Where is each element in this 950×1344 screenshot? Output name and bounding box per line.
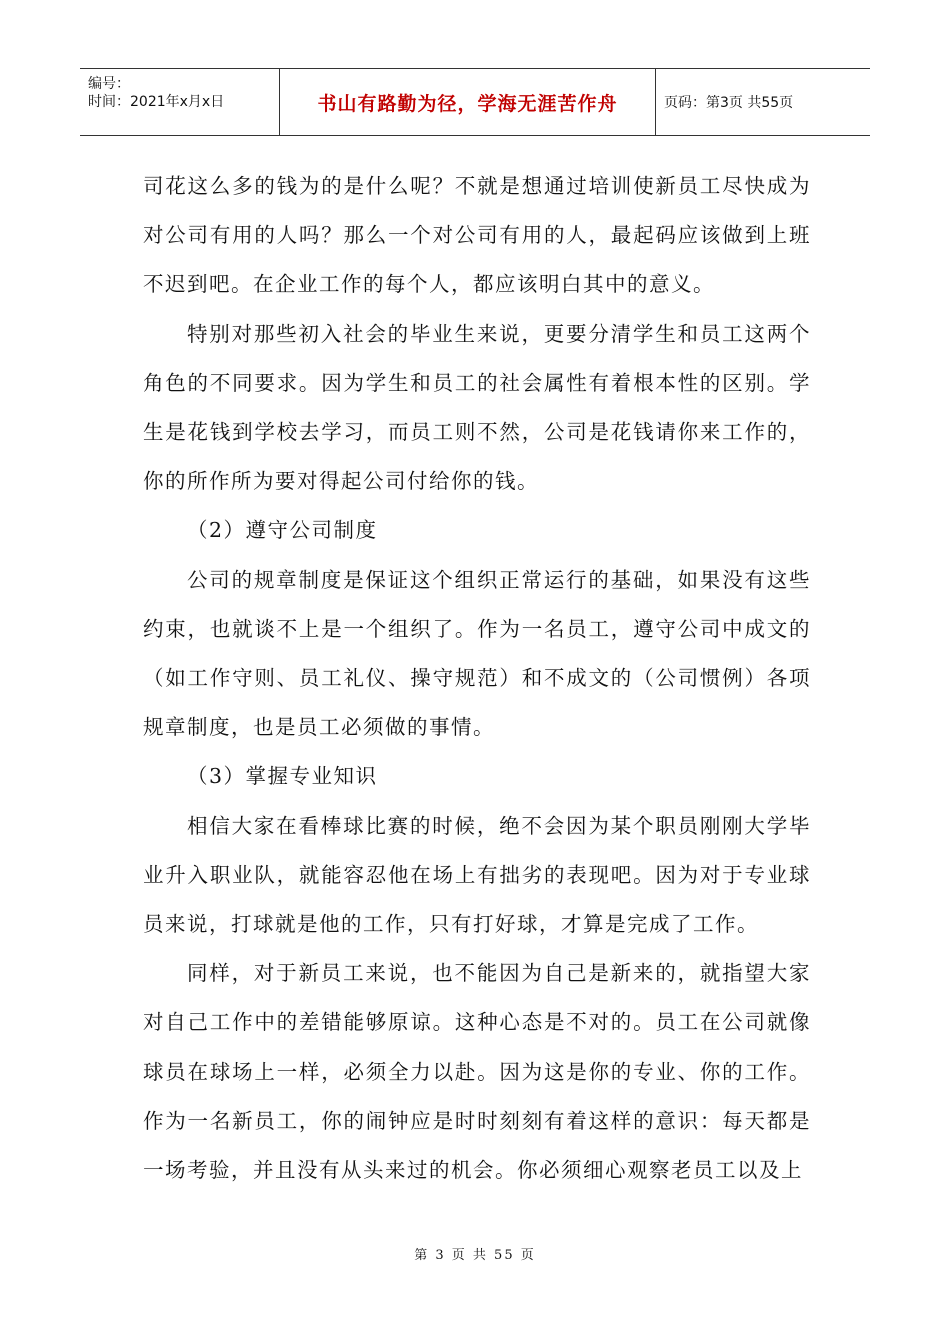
header-meta <box>80 69 280 135</box>
paragraph: 公司的规章制度是保证这个组织正常运行的基础，如果没有这些约束，也就谈不上是一个组织了。作为一名员工，遵守公司中成文的（如工作守则、员工礼仪、操守规范）和不成文的（公司惯例）各项规章制度，也是员工必须做的事情。 <box>143 567 811 740</box>
paragraph: 特别对那些初入社会的毕业生来说，更要分清学生和员工这两个角色的不同要求。因为学生和员工的社会属性有着根本性的区别。学生是花钱到学校去学习，而员工则不然，公司是花钱请你来工作的，你的所作所为要对得起公司付给你的钱。 <box>143 321 811 494</box>
section-heading: （3）掌握专业知识 <box>187 764 378 789</box>
document-number-label: 编号： <box>88 76 130 92</box>
paragraph: 相信大家在看棒球比赛的时候，绝不会因为某个职员刚刚大学毕业升入职业队，就能容忍他在场上有拙劣的表现吧。因为对于专业球员来说，打球就是他的工作，只有打好球，才算是完成了工作。 <box>143 813 811 937</box>
paragraph: 司花这么多的钱为的是什么呢？不就是想通过培训使新员工尽快成为对公司有用的人吗？那么一个对公司有用的人，最起码应该做到上班不迟到吧。在企业工作的每个人，都应该明白其中的意义。 <box>143 174 811 297</box>
paragraph: 同样，对于新员工来说，也不能因为自己是新来的，就指望大家对自己工作中的差错能够原谅。这种心态是不对的。员工在公司就像球员在球场上一样，必须全力以赴。因为这是你的专业、你的工作。作为一名新员工，你的闹钟应是时时刻刻有着这样的意识：每天都是一场考验，并且没有从头来过的机会。你必须细心观察老员工以及上 <box>143 961 811 1183</box>
document-date: 时间：2021年x月x日 <box>88 94 225 110</box>
document-body <box>143 162 811 1195</box>
page-header <box>80 68 870 136</box>
section-heading: （2）遵守公司制度 <box>187 518 378 543</box>
header-page-info: 页码：第3页 共55页 <box>664 95 794 111</box>
header-motto: 书山有路勤为径，学海无涯苦作舟 <box>280 69 656 135</box>
page-footer: 第 3 页 共 55 页 <box>414 1248 536 1263</box>
